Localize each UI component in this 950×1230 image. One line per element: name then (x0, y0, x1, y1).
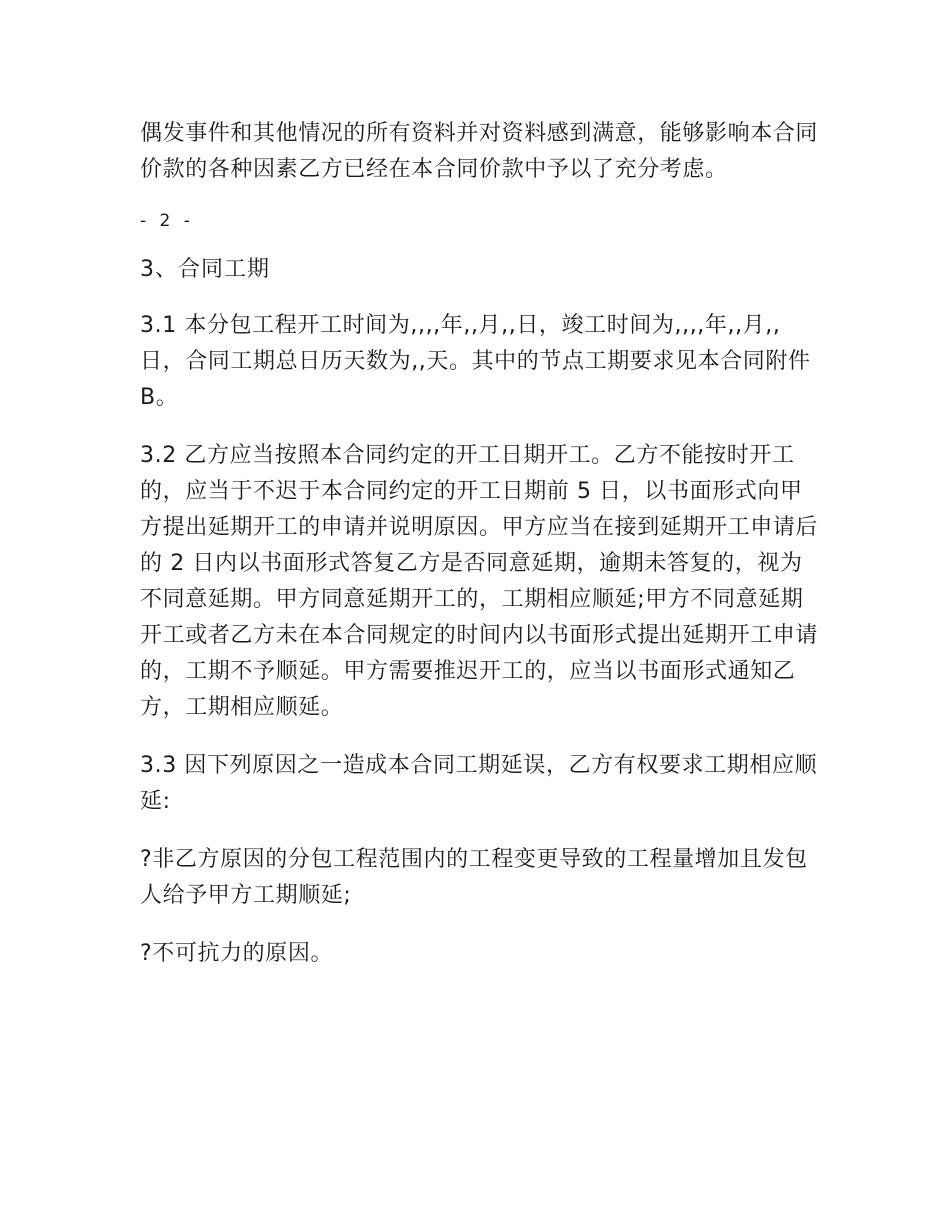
list-item-1: ?非乙方原因的分包工程范围内的工程变更导致的工程量增加且发包人给予甲方工期顺延; (140, 847, 808, 908)
clause-3-2: 3.2 乙方应当按照本合同约定的开工日期开工。乙方不能按时开工的，应当于不迟于本合同约定的开工日期前 5 日，以书面形式向甲方提出延期开工的申请并说明原因。甲方应当在接到延期开工申请后的 2 日内以书面形式答复乙方是否同意延期，逾期未答复的，视为不同意延期。甲方同意延期开工的，工期相应顺延;甲方不同意延期开工或者乙方未在本合同规定的时间内以书面形式提出延期开工申请的，工期不予顺延。甲方需要推迟开工的，应当以书面形式通知乙方，工期相应顺延。 (140, 443, 819, 720)
document-page (140, 116, 820, 994)
clause-3-3: 3.3 因下列原因之一造成本合同工期延误，乙方有权要求工期相应顺延: (140, 753, 818, 814)
page-number: - 2 - (140, 211, 194, 231)
clause-3-1: 3.1 本分包工程开工时间为,,,,年,,月,,日，竣工时间为,,,,年,,月,,日，合同工期总日历天数为,,天。其中的节点工期要求见本合同附件 B。 (140, 313, 811, 410)
section-heading: 3、合同工期 (140, 257, 270, 282)
intro-paragraph: 偶发事件和其他情况的所有资料并对资料感到满意，能够影响本合同价款的各种因素乙方已经在本合同价款中予以了充分考虑。 (140, 121, 819, 182)
list-item-2: ?不可抗力的原因。 (140, 941, 334, 966)
